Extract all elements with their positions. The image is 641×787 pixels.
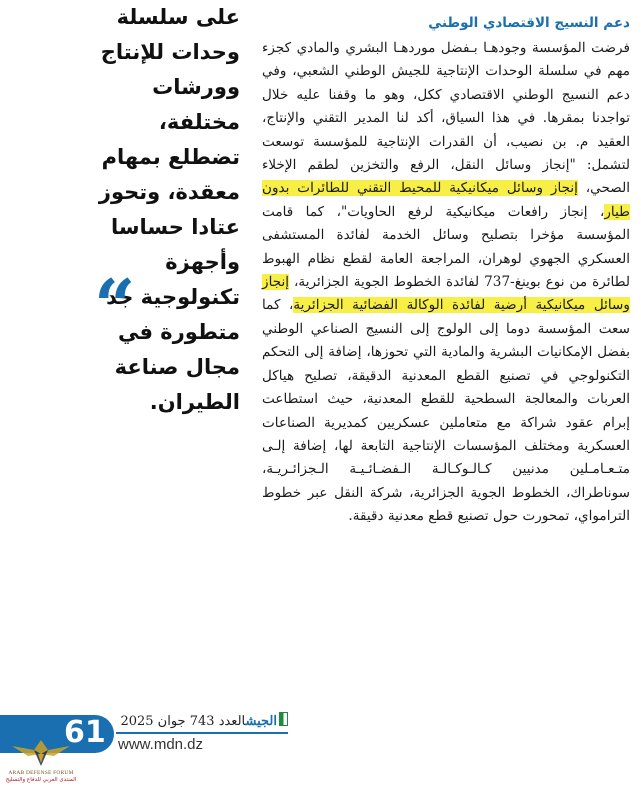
highlight-drone-equipment: إنجاز وسائل ميكانيكية للمحيط التقني للطائرات بدون طيار — [262, 180, 630, 220]
pull-quote: على سلسلة وحدات للإنتاج وورشات مختلفة، تضطلع بمهام معقدة، وتحوز عتادا حساسا وأجهزة تكنولوجية جد متطورة في مجال صناعة الطيران. — [98, 5, 240, 414]
forum-watermark — [2, 736, 80, 786]
footer-divider — [116, 732, 288, 734]
quote-mark-icon: “ — [94, 263, 136, 348]
article-column — [262, 6, 630, 529]
flag-icon — [279, 712, 288, 726]
article-body-mid: ، إنجاز رافعات ميكانيكية لرفع الحاويات"، كما قامت المؤسسة مؤخرا بتصليح وسائل الخدمة لفائدة المستشفى العسكري الجهوي لوهران، المراجعة العامة لقطع نظام الهبوط لطائرة من نوع بوينغ-737 لفائدة الخطوط الجوية الجزائرية، — [262, 203, 630, 291]
issue-info — [116, 712, 288, 731]
website-link[interactable]: www.mdn.dz — [118, 736, 204, 753]
article-body — [262, 37, 630, 529]
pull-quote-column — [82, 0, 240, 420]
issue-text: العدد 743 جوان 2025 — [120, 714, 246, 729]
watermark-subtitle: المنتدى العربي للدفاع والتسليح — [5, 777, 77, 783]
section-heading: دعم النسيج الاقتصادي الوطني — [428, 15, 630, 31]
article-body-end: ، كما سعت المؤسسة دوما إلى الولوج إلى النسيج الصناعي الوطني بفضل الإمكانيات البشرية والمادية التي تحوزها، إضافة إلى التحكم التكنولوجي في تصنيع القطع المعدنية الدقيقة، تصليح هياكل العربات والمعالجة السطحية للقطع المعدنية، حيث استطاعت إبرام عقود شراكة مع متعاملين عسكريين كمديرية الصناعات العسكرية ومختلف المؤسسات الإنتاجية التابعة لها، إضافة إلـى متـعـامـلين مدنيين كـالـوكـالـة الـفضـائـيـة الـجزائـريـة، سوناطراك، الخطوط الجوية الجزائرية، شركة النقل عبر خطوط الترامواي، تمحورت حول تصنيع قطع معدنية دقيقة. — [262, 297, 630, 525]
watermark-title: ARAB DEFENSE FORUM — [8, 770, 74, 776]
page-number: 61 — [64, 715, 106, 750]
highlight-space-agency: إنجاز وسائل ميكانيكية أرضية لفائدة الوكالة الفضائية الجزائرية — [262, 274, 630, 314]
article-body-intro: فرضت المؤسسة وجودهـا بـفضل موردهـا البشري والمادي كجزء مهم في سلسلة الوحدات الإنتاجية للجيش الوطني الشعبي، وفي دعم النسيج الوطني الاقتصادي ككل، وهو ما وقفنا عليه خلال تواجدنا بمقرها. في هذا السياق، أكد لنا المدير التقني والإنتاج، العقيد م. بن نصيب، أن القدرات الإنتاجية للمؤسسة توسعت لتشمل: "إنجاز وسائل النقل، الرفع والتخزين لطقم الإخلاء الصحي، — [262, 40, 630, 197]
forum-emblem-icon — [10, 736, 72, 770]
magazine-name: الجيش — [245, 714, 277, 729]
